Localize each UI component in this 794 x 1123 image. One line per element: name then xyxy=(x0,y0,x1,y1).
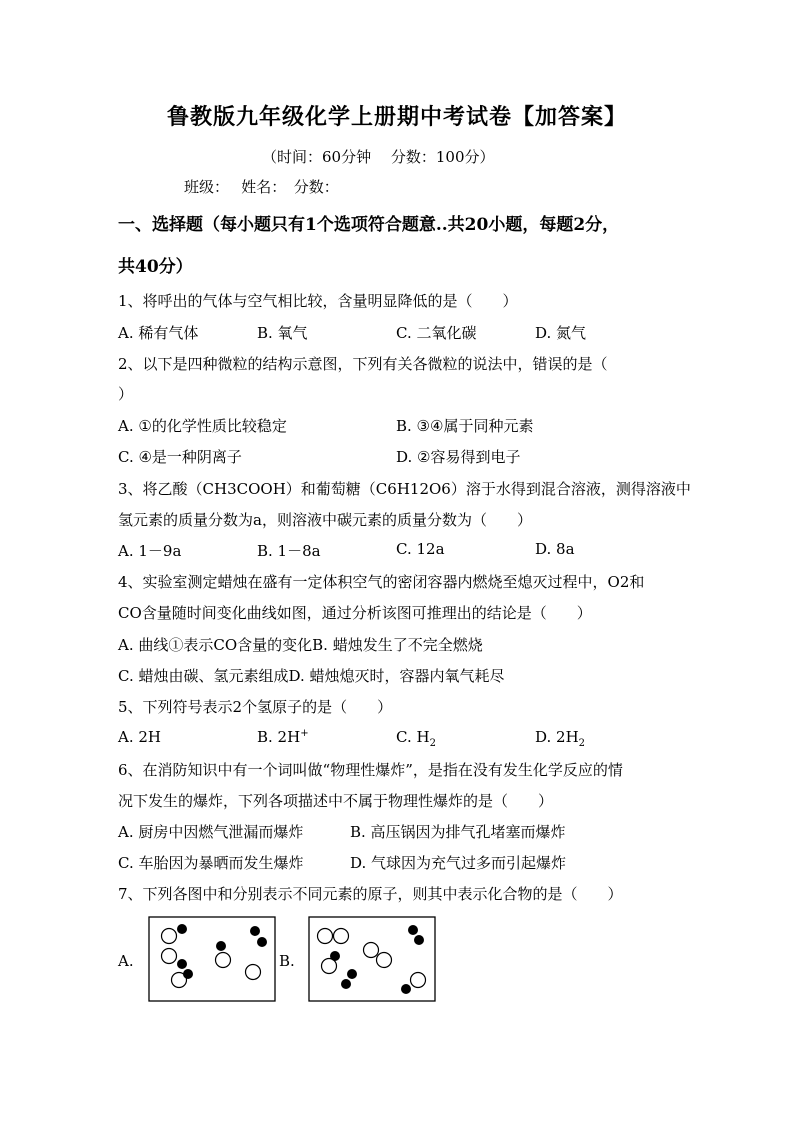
q3-option-a: A. 1－9a xyxy=(118,542,182,560)
atom-black xyxy=(216,941,226,951)
q7-diagram-b xyxy=(308,916,436,1002)
q5-option-d: D. $2H_2$ xyxy=(535,728,586,749)
question-7-stem: 7、下列各图中和分别表示不同元素的原子，则其中表示化合物的是（ ） xyxy=(118,885,623,903)
atom-black xyxy=(401,984,411,994)
atom-white xyxy=(216,953,231,968)
q3-option-c: C. 12a xyxy=(396,540,445,558)
q6-option-b: B. 高压锅因为排气孔堵塞而爆炸 xyxy=(350,823,566,841)
question-2-stem: 2、以下是四种微粒的结构示意图，下列有关各微粒的说法中，错误的是（ xyxy=(118,355,608,373)
question-6-stem: 6、在消防知识中有一个词叫做“物理性爆炸”，是指在没有发生化学反应的情 xyxy=(118,761,623,779)
question-1-stem: 1、将呼出的气体与空气相比较，含量明显降低的是（ ） xyxy=(118,292,518,310)
q3-option-d: D. 8a xyxy=(535,540,575,558)
q6-option-a: A. 厨房中因燃气泄漏而爆炸 xyxy=(118,823,304,841)
q2-option-d: D. ②容易得到电子 xyxy=(396,448,521,466)
q1-option-a: A. 稀有气体 xyxy=(118,324,199,342)
q5-option-a: A. 2H xyxy=(118,728,161,746)
question-2-stem-cont: ） xyxy=(118,385,134,403)
atom-black xyxy=(177,959,187,969)
atom-white xyxy=(246,965,261,980)
section-heading-line1: 一、选择题（每小题只有1个选项符合题意..共20小题，每题2分， xyxy=(118,215,620,235)
q6-option-d: D. 气球因为充气过多而引起爆炸 xyxy=(350,854,567,872)
atom-black xyxy=(183,969,193,979)
question-6-stem-cont: 况下发生的爆炸，下列各项描述中不属于物理性爆炸的是（ ） xyxy=(118,792,554,810)
atom-black xyxy=(250,926,260,936)
question-3-stem-cont: 氢元素的质量分数为a，则溶液中碳元素的质量分数为（ ） xyxy=(118,511,532,529)
atom-white xyxy=(162,929,177,944)
q6-option-c: C. 车胎因为暴晒而发生爆炸 xyxy=(118,854,304,872)
q7-diagram-a xyxy=(148,916,276,1002)
atom-black xyxy=(414,935,424,945)
q4-options-ab: A. 曲线①表示CO含量的变化B. 蜡烛发生了不完全燃烧 xyxy=(118,636,483,654)
atom-black xyxy=(177,924,187,934)
atom-black xyxy=(347,969,357,979)
q1-option-b: B. 氧气 xyxy=(257,324,308,342)
q7-option-b-label: B. xyxy=(279,952,295,970)
atom-white xyxy=(334,929,349,944)
section-heading-line2: 共40分） xyxy=(118,257,193,277)
atom-black xyxy=(257,937,267,947)
atom-white xyxy=(411,973,426,988)
atom-black xyxy=(330,951,340,961)
atom-white xyxy=(162,949,177,964)
q4-options-cd: C. 蜡烛由碳、氢元素组成D. 蜡烛熄灭时，容器内氧气耗尽 xyxy=(118,667,505,685)
question-5-stem: 5、下列符号表示2个氢原子的是（ ） xyxy=(118,698,393,716)
atom-white xyxy=(377,953,392,968)
q7-option-a-label: A. xyxy=(118,952,134,970)
question-3-stem: 3、将乙酸（CH3COOH）和葡萄糖（C6H12O6）溶于水得到混合溶液，测得溶液中 xyxy=(118,480,691,498)
student-info-line: 班级： 姓名： 分数： xyxy=(184,178,339,196)
question-4-stem: 4、实验室测定蜡烛在盛有一定体积空气的密闭容器内燃烧至熄灭过程中，O2和 xyxy=(118,573,645,591)
q2-option-a: A. ①的化学性质比较稳定 xyxy=(118,417,287,435)
page-title: 鲁教版九年级化学上册期中考试卷【加答案】 xyxy=(166,104,627,130)
q3-option-b: B. 1－8a xyxy=(257,542,321,560)
atom-black xyxy=(408,925,418,935)
q1-option-d: D. 氮气 xyxy=(535,324,587,342)
q5-option-c: C. $H_2$ xyxy=(396,728,436,749)
q2-option-c: C. ④是一种阴离子 xyxy=(118,448,242,466)
atom-white xyxy=(364,943,379,958)
atom-black xyxy=(341,979,351,989)
q2-option-b: B. ③④属于同种元素 xyxy=(396,417,534,435)
q5-option-b: B. 2H+ xyxy=(257,728,309,746)
q1-option-c: C. 二氧化碳 xyxy=(396,324,477,342)
atom-white xyxy=(318,929,333,944)
exam-time-score: （时间：60分钟 分数：100分） xyxy=(262,148,495,166)
question-4-stem-cont: CO含量随时间变化曲线如图，通过分析该图可推理出的结论是（ ） xyxy=(118,604,592,622)
